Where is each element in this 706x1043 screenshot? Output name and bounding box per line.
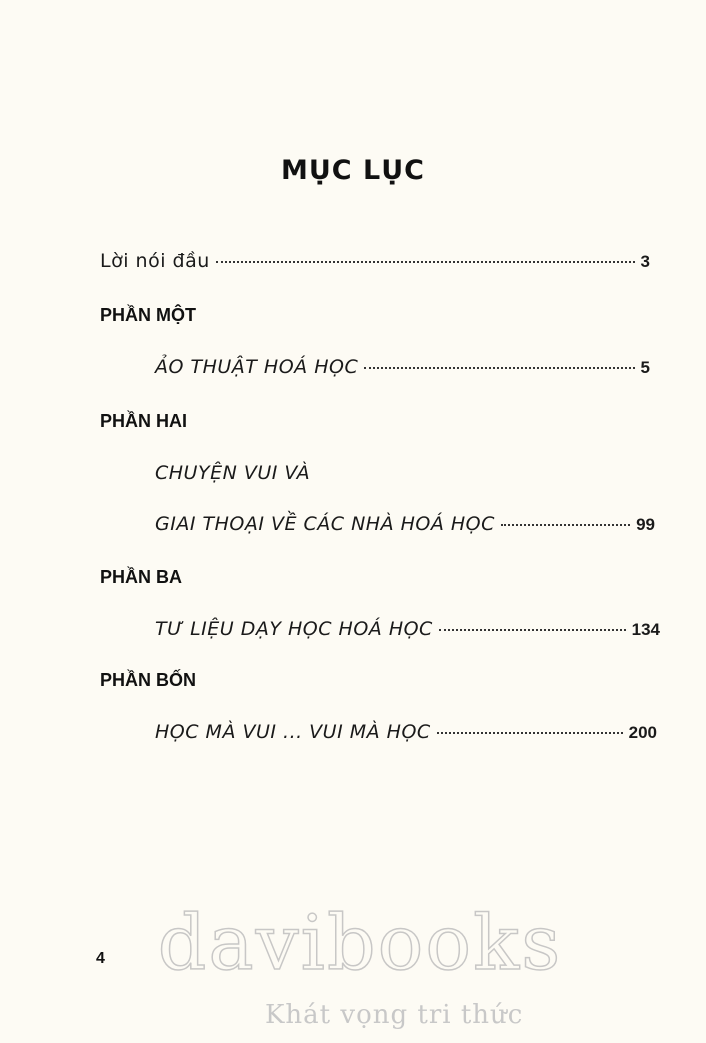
toc-entry-title: Lời nói đầu: [100, 250, 210, 272]
toc-entry-page: 99: [636, 515, 655, 534]
toc-entry-title: HỌC MÀ VUI ... VUI MÀ HỌC: [155, 721, 431, 743]
part-label-3: PHẦN BA: [100, 567, 183, 587]
watermark-logo: [150, 898, 570, 1030]
dot-leader: [216, 261, 635, 263]
page-number: 4: [96, 950, 105, 967]
toc-entry-title: ẢO THUẬT HOÁ HỌC: [155, 356, 359, 378]
watermark-brand: davibooks: [157, 898, 563, 987]
toc-entry-title: TƯ LIỆU DẠY HỌC HOÁ HỌC: [155, 618, 433, 640]
page-title: MỤC LỤC: [281, 155, 425, 186]
toc-entry-page: 200: [628, 723, 657, 742]
toc-entry-part4: [155, 721, 657, 743]
dot-leader: [501, 524, 630, 526]
toc-entry-part1: [155, 356, 650, 378]
dot-leader: [439, 629, 626, 631]
toc-entry-title-line2: GIAI THOẠI VỀ CÁC NHÀ HOÁ HỌC: [155, 513, 495, 535]
watermark-slogan: Khát vọng tri thức: [265, 1000, 524, 1030]
toc-entry-title-line1: CHUYỆN VUI VÀ: [155, 462, 311, 484]
part-label-2: PHẦN HAI: [100, 411, 188, 431]
toc-entry-intro: [100, 250, 650, 272]
toc-entry-page: 5: [640, 358, 650, 377]
toc-entry-page: 134: [631, 620, 660, 639]
dot-leader: [364, 367, 634, 369]
toc-entry-part3: [155, 618, 660, 640]
part-label-4: PHẦN BỐN: [100, 670, 197, 690]
toc-entry-page: 3: [640, 252, 650, 271]
toc-entry-part2: [155, 513, 655, 535]
part-label-1: PHẦN MỘT: [100, 305, 196, 325]
dot-leader: [437, 732, 623, 734]
